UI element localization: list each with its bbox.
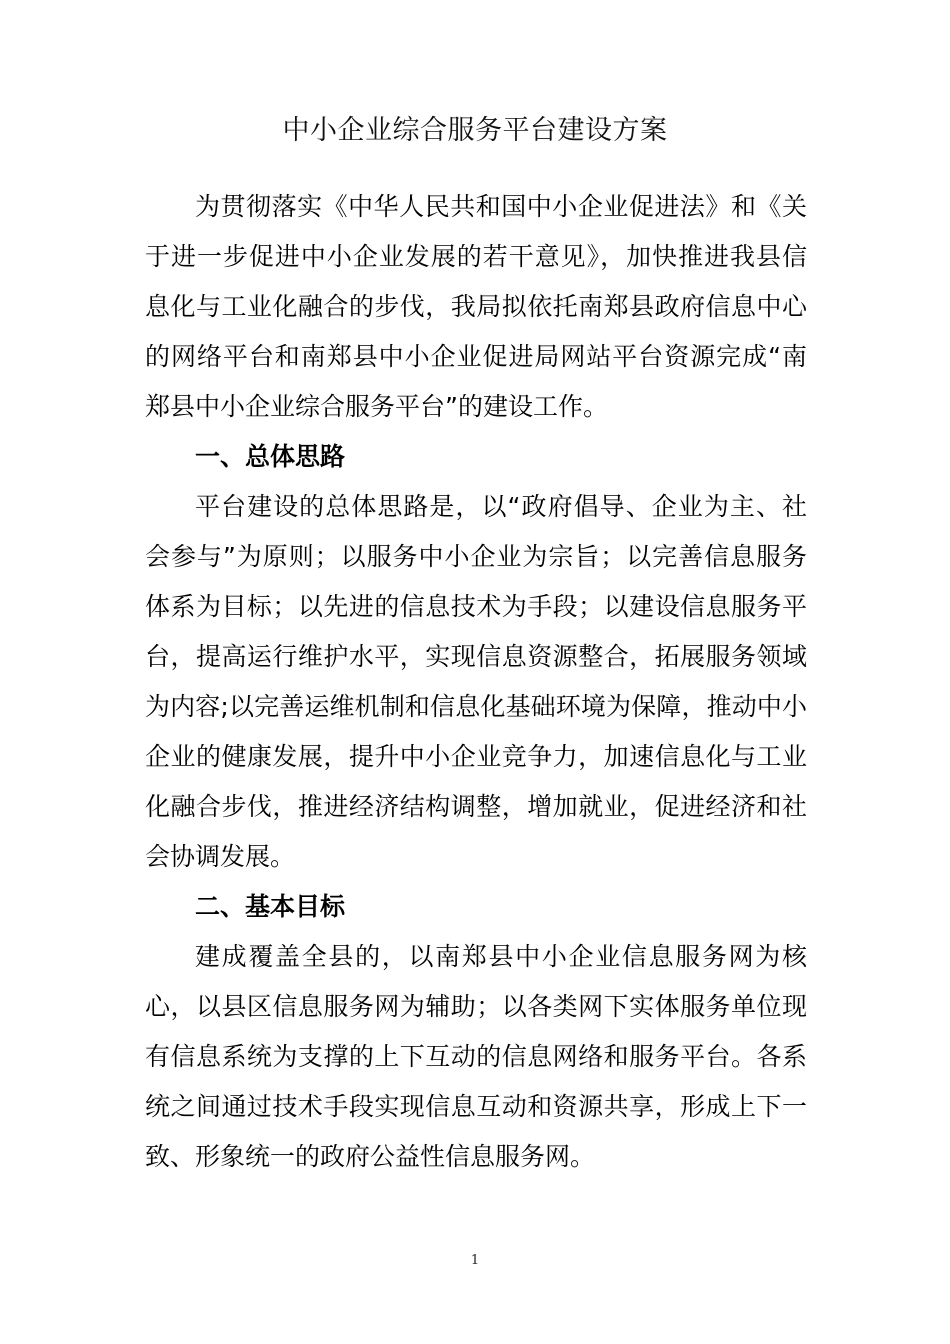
section-paragraph-basic-goals: 建成覆盖全县的，以南郑县中小企业信息服务网为核心，以县区信息服务网为辅助；以各类网下实体服务单位现有信息系统为支撑的上下互动的信息网络和服务平台。各系统之间通过技术手段实现信息互动和资源共享，形成上下一致、形象统一的政府公益性信息服务网。: [145, 942, 807, 1171]
section-heading-overall-approach: 一、总体思路: [195, 442, 346, 471]
section-paragraph-overall-approach: 平台建设的总体思路是，以“政府倡导、企业为主、社会参与”为原则；以服务中小企业为宗旨；以完善信息服务体系为目标；以先进的信息技术为手段；以建设信息服务平台，提高运行维护水平，实现信息资源整合，拓展服务领域为内容;以完善运维机制和信息化基础环境为保障，推动中小企业的健康发展，提升中小企业竞争力，加速信息化与工业化融合步伐，推进经济结构调整，增加就业，促进经济和社会协调发展。: [145, 492, 807, 871]
intro-paragraph: 为贯彻落实《中华人民共和国中小企业促进法》和《关于进一步促进中小企业发展的若干意见》，加快推进我县信息化与工业化融合的步伐，我局拟依托南郑县政府信息中心的网络平台和南郑县中小企业促进局网站平台资源完成“南郑县中小企业综合服务平台”的建设工作。: [145, 192, 807, 421]
section-heading-basic-goals: 二、基本目标: [195, 892, 346, 921]
page-number: 1: [470, 1253, 480, 1268]
document-title: 中小企业综合服务平台建设方案: [282, 115, 668, 146]
document-body: [145, 182, 807, 1182]
